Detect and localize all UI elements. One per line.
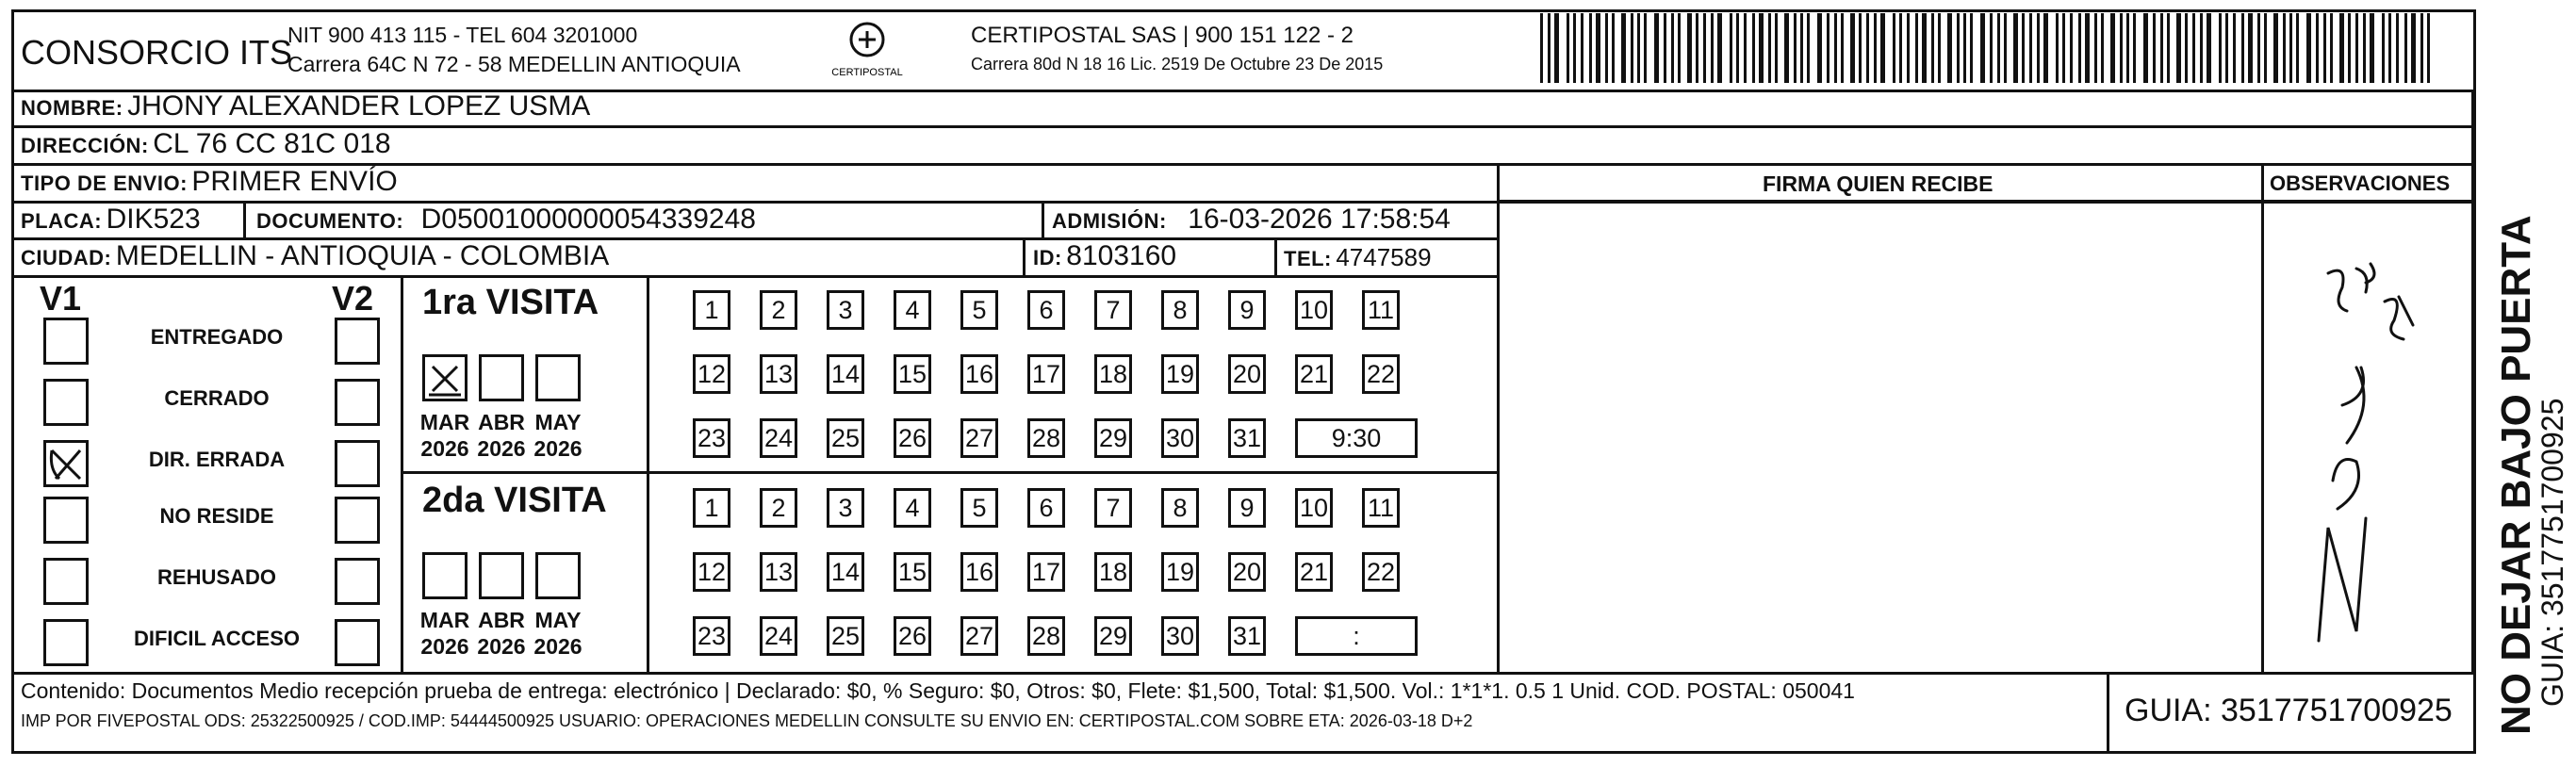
day-box[interactable]: 2 — [760, 488, 797, 528]
month-checkbox[interactable] — [479, 354, 524, 401]
status-label: REHUSADO — [157, 565, 276, 589]
day-box[interactable]: 31 — [1228, 616, 1266, 656]
barcode-icon — [1536, 11, 2441, 85]
v2-checkbox[interactable] — [335, 619, 380, 666]
status-label: NO RESIDE — [159, 504, 274, 528]
day-box[interactable]: 15 — [894, 552, 931, 592]
day-box[interactable]: 27 — [960, 616, 998, 656]
direccion-row — [21, 128, 391, 160]
day-box[interactable]: 2 — [760, 290, 797, 330]
day-box[interactable]: 19 — [1161, 354, 1199, 394]
v1-checkbox[interactable] — [43, 440, 89, 487]
certipostal-logo — [825, 17, 910, 83]
rule — [647, 275, 649, 674]
day-box[interactable]: 29 — [1094, 616, 1132, 656]
tipo-row — [21, 166, 398, 198]
admision-label: ADMISIÓN: — [1052, 209, 1167, 233]
day-box[interactable]: 22 — [1362, 354, 1400, 394]
day-box[interactable]: 3 — [827, 488, 864, 528]
footer-guia: GUIA: 3517751700925 — [2125, 693, 2453, 728]
rule — [1042, 201, 1044, 238]
month-label — [471, 409, 532, 462]
day-box[interactable]: 15 — [894, 354, 931, 394]
month-name: MAR — [419, 410, 470, 434]
day-box[interactable]: 18 — [1094, 354, 1132, 394]
company-nit: NIT 900 413 115 - TEL 604 3201000 — [287, 23, 638, 47]
admision-value: 16-03-2026 17:58:54 — [1188, 204, 1451, 235]
logo-caption: CERTIPOSTAL — [831, 67, 903, 78]
v1-checkbox[interactable] — [43, 619, 89, 666]
carrier-address: Carrera 80d N 18 16 Lic. 2519 De Octubre 23 De 2015 — [971, 55, 1384, 73]
day-box[interactable]: 4 — [894, 290, 931, 330]
rule — [2107, 672, 2109, 754]
v2-checkbox[interactable] — [335, 497, 380, 544]
firma-header: FIRMA QUIEN RECIBE — [1763, 171, 1994, 196]
v1-checkbox[interactable] — [43, 497, 89, 544]
day-box[interactable]: 6 — [1027, 488, 1065, 528]
v2-checkbox[interactable] — [335, 379, 380, 426]
day-box[interactable]: 1 — [693, 488, 730, 528]
admision-row — [1052, 204, 1451, 236]
day-box[interactable]: 23 — [693, 418, 730, 458]
id-label: ID: — [1033, 246, 1062, 269]
month-label — [471, 607, 532, 660]
time-box[interactable]: 9:30 — [1295, 418, 1418, 458]
status-label: CERRADO — [164, 386, 270, 410]
month-year: 2026 — [477, 436, 526, 461]
documento-value: D05001000000054339248 — [420, 204, 756, 235]
day-box[interactable]: 28 — [1027, 616, 1065, 656]
day-box[interactable]: 8 — [1161, 488, 1199, 528]
v1-checkbox[interactable] — [43, 318, 89, 365]
tipo-value: PRIMER ENVÍO — [191, 166, 398, 197]
ciudad-row — [21, 240, 609, 272]
day-box[interactable]: 28 — [1027, 418, 1065, 458]
rule — [401, 275, 403, 674]
day-box[interactable]: 30 — [1161, 616, 1199, 656]
day-box[interactable]: 16 — [960, 552, 998, 592]
direccion-label: DIRECCIÓN: — [21, 134, 149, 157]
tel-label: TEL: — [1284, 247, 1332, 270]
ciudad-label: CIUDAD: — [21, 246, 112, 269]
day-box[interactable]: 10 — [1295, 488, 1333, 528]
placa-value: DIK523 — [106, 204, 201, 235]
day-box[interactable]: 23 — [693, 616, 730, 656]
v2-checkbox[interactable] — [335, 318, 380, 365]
day-box[interactable]: 26 — [894, 616, 931, 656]
v1-checkbox[interactable] — [43, 558, 89, 605]
day-box[interactable]: 5 — [960, 290, 998, 330]
handwritten-signature — [2290, 254, 2432, 660]
observaciones-header: OBSERVACIONES — [2270, 171, 2451, 195]
day-box[interactable]: 14 — [827, 354, 864, 394]
status-label: DIFICIL ACCESO — [133, 627, 300, 650]
day-box[interactable]: 21 — [1295, 552, 1333, 592]
month-name: MAY — [534, 410, 582, 434]
day-box[interactable]: 12 — [693, 354, 730, 394]
day-box[interactable]: 29 — [1094, 418, 1132, 458]
month-checkbox[interactable] — [422, 552, 468, 599]
day-box[interactable]: 11 — [1362, 290, 1400, 330]
v2-checkbox[interactable] — [335, 440, 380, 487]
month-checkbox[interactable] — [479, 552, 524, 599]
tipo-label: TIPO DE ENVIO: — [21, 171, 188, 195]
rule — [2471, 90, 2474, 674]
direccion-value: CL 76 CC 81C 018 — [153, 128, 391, 159]
day-box[interactable]: 6 — [1027, 290, 1065, 330]
day-box[interactable]: 10 — [1295, 290, 1333, 330]
day-box[interactable]: 20 — [1228, 552, 1266, 592]
day-box[interactable]: 18 — [1094, 552, 1132, 592]
day-box[interactable]: 21 — [1295, 354, 1333, 394]
footer-imp: IMP POR FIVEPOSTAL ODS: 25322500925 / COD.IMP: 54444500925 USUARIO: OPERACIONES MEDELLIN CONSULTE SU ENVIO EN: CERTIPOSTAL.COM SOBRE ETA: 2026-03-18 D+2 — [21, 711, 1473, 730]
day-box[interactable]: 4 — [894, 488, 931, 528]
month-name: ABR — [478, 608, 525, 632]
visit-title: 1ra VISITA — [422, 283, 599, 322]
day-box[interactable]: 5 — [960, 488, 998, 528]
day-box[interactable]: 17 — [1027, 354, 1065, 394]
month-label — [528, 409, 588, 462]
day-box[interactable]: 12 — [693, 552, 730, 592]
month-year: 2026 — [533, 634, 582, 659]
status-label: DIR. ERRADA — [148, 448, 286, 471]
day-box[interactable]: 13 — [760, 552, 797, 592]
month-year: 2026 — [420, 436, 469, 461]
month-checkbox[interactable] — [535, 552, 581, 599]
month-name: MAY — [534, 608, 582, 632]
day-box[interactable]: 9 — [1228, 488, 1266, 528]
rule — [243, 201, 246, 238]
nombre-value: JHONY ALEXANDER LOPEZ USMA — [127, 90, 591, 122]
day-box[interactable]: 3 — [827, 290, 864, 330]
v1-header: V1 — [40, 279, 82, 318]
tel-row — [1284, 243, 1432, 272]
footer-contenido: Contenido: Documentos Medio recepción prueba de entrega: electrónico | Declarado: $0, % Seguro: $0, Otros: $0, Flete: $1,500, Total: $1,500. Vol.: 1*1*1. 0.5 1 Unid. COD. POSTAL: 050041 — [21, 678, 1855, 703]
company-name: CONSORCIO ITS — [21, 33, 293, 72]
day-box[interactable]: 13 — [760, 354, 797, 394]
day-box[interactable]: 9 — [1228, 290, 1266, 330]
day-box[interactable]: 25 — [827, 418, 864, 458]
day-box[interactable]: 25 — [827, 616, 864, 656]
day-box[interactable]: 19 — [1161, 552, 1199, 592]
day-box[interactable]: 20 — [1228, 354, 1266, 394]
id-row — [1033, 240, 1176, 272]
rule — [401, 471, 1499, 474]
v1-checkbox[interactable] — [43, 379, 89, 426]
day-box[interactable]: 7 — [1094, 488, 1132, 528]
day-box[interactable]: 11 — [1362, 488, 1400, 528]
day-box[interactable]: 24 — [760, 418, 797, 458]
month-checkbox[interactable] — [422, 354, 468, 401]
month-name: ABR — [478, 410, 525, 434]
day-box[interactable]: 31 — [1228, 418, 1266, 458]
day-box[interactable]: 27 — [960, 418, 998, 458]
rule — [1497, 163, 1500, 674]
v2-checkbox[interactable] — [335, 558, 380, 605]
time-box[interactable]: : — [1295, 616, 1418, 656]
company-address: Carrera 64C N 72 - 58 MEDELLIN ANTIOQUIA — [287, 52, 741, 76]
nombre-row — [21, 90, 590, 122]
rule — [11, 275, 1499, 278]
tel-value: 4747589 — [1336, 243, 1432, 271]
rule — [2261, 163, 2264, 674]
documento-label: DOCUMENTO: — [256, 209, 404, 233]
month-year: 2026 — [420, 634, 469, 659]
month-year: 2026 — [477, 634, 526, 659]
day-box[interactable]: 16 — [960, 354, 998, 394]
day-box[interactable]: 14 — [827, 552, 864, 592]
rule — [1274, 237, 1277, 275]
month-name: MAR — [419, 608, 470, 632]
visit-title: 2da VISITA — [422, 481, 607, 520]
status-label: ENTREGADO — [150, 325, 284, 349]
day-box[interactable]: 24 — [760, 616, 797, 656]
rule — [1023, 237, 1025, 275]
month-label — [415, 607, 475, 660]
placa-row — [21, 204, 201, 236]
rule — [1497, 200, 2474, 203]
day-box[interactable]: 17 — [1027, 552, 1065, 592]
month-label — [528, 607, 588, 660]
day-box[interactable]: 7 — [1094, 290, 1132, 330]
side-guia: GUIA: 3517751700925 — [2535, 398, 2569, 707]
day-box[interactable]: 22 — [1362, 552, 1400, 592]
no-dejar-label: NO DEJAR BAJO PUERTA — [2493, 215, 2539, 735]
placa-label: PLACA: — [21, 209, 103, 233]
documento-row — [256, 204, 756, 236]
month-year: 2026 — [533, 436, 582, 461]
day-box[interactable]: 1 — [693, 290, 730, 330]
day-box[interactable]: 26 — [894, 418, 931, 458]
month-label — [415, 409, 475, 462]
nombre-label: NOMBRE: — [21, 96, 123, 120]
ciudad-value: MEDELLIN - ANTIOQUIA - COLOMBIA — [115, 240, 610, 271]
month-checkbox[interactable] — [535, 354, 581, 401]
v2-header: V2 — [332, 279, 374, 318]
day-box[interactable]: 30 — [1161, 418, 1199, 458]
id-value: 8103160 — [1066, 240, 1177, 271]
day-box[interactable]: 8 — [1161, 290, 1199, 330]
carrier-line: CERTIPOSTAL SAS | 900 151 122 - 2 — [971, 23, 1354, 48]
